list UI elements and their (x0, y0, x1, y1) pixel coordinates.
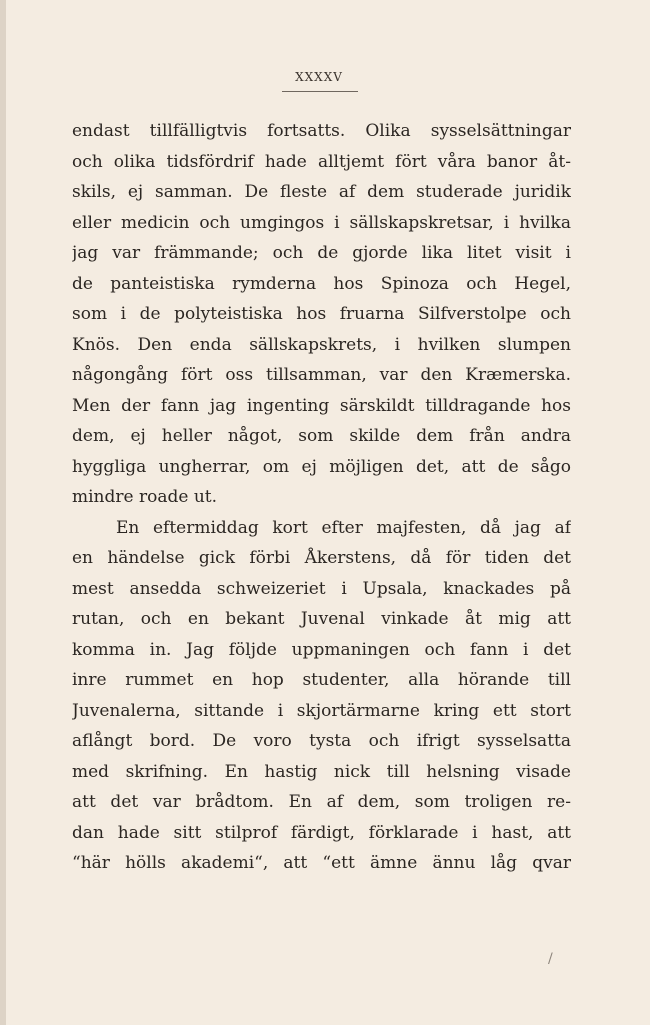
page-number: XXXXV (295, 70, 343, 84)
text-line: Juvenalerna, sittande i skjortärmarne kring ett stort (72, 700, 571, 721)
text-line: hyggliga ungherrar, om ej möjligen det, att de sågo (72, 456, 571, 477)
text-line: och olika tidsfördrif hade alltjemt fört våra banor åt- (72, 151, 571, 172)
text-line: mindre roade ut. (72, 487, 218, 507)
text-line: att det var brådtom. En af dem, som troligen re- (72, 792, 571, 812)
text-line: som i de polyteistiska hos fruarna Silfverstolpe och (72, 304, 571, 324)
text-line: “här hölls akademi“, att “ett ämne ännu låg qvar (72, 853, 571, 873)
text-line: skils, ej samman. De fleste af dem studerade juridik (72, 182, 571, 202)
text-line: inre rummet en hop studenter, alla hörande till (72, 670, 571, 690)
text-line: Knös. Den enda sällskapskrets, i hvilken slumpen (72, 334, 571, 355)
text-line: jag var främmande; och de gjorde lika litet visit i (72, 243, 571, 263)
paragraph-start-line: En eftermiddag kort efter majfesten, då jag af (116, 517, 571, 538)
text-line: de panteistiska rymderna hos Spinoza och Hegel, (72, 273, 571, 294)
text-line: med skrifning. En hastig nick till helsning visade (72, 761, 571, 782)
page-edge (0, 0, 6, 1025)
text-line: aflångt bord. De voro tysta och ifrigt sysselsatta (72, 731, 571, 751)
body-text (72, 116, 571, 879)
text-line: en händelse gick förbi Åkerstens, då för tiden det (72, 548, 571, 568)
text-line: rutan, och en bekant Juvenal vinkade åt mig att (72, 609, 571, 629)
text-line: någongång fört oss tillsamman, var den Kræmerska. (72, 365, 571, 385)
text-line: komma in. Jag följde uppmaningen och fann i det (72, 639, 571, 660)
text-line: Men der fann jag ingenting särskildt tilldragande hos (72, 395, 571, 416)
text-line: dan hade sitt stilprof färdigt, förklarade i hast, att (72, 822, 571, 843)
header-rule (282, 91, 358, 92)
text-line: endast tillfälligtvis fortsatts. Olika sysselsättningar (72, 121, 571, 141)
text-line: mest ansedda schweizeriet i Upsala, knackades på (72, 578, 571, 599)
text-line: dem, ej heller något, som skilde dem från andra (72, 426, 571, 446)
text-line: eller medicin och umgingos i sällskapskretsar, i hvilka (72, 212, 571, 233)
page-mark: / (548, 951, 553, 967)
